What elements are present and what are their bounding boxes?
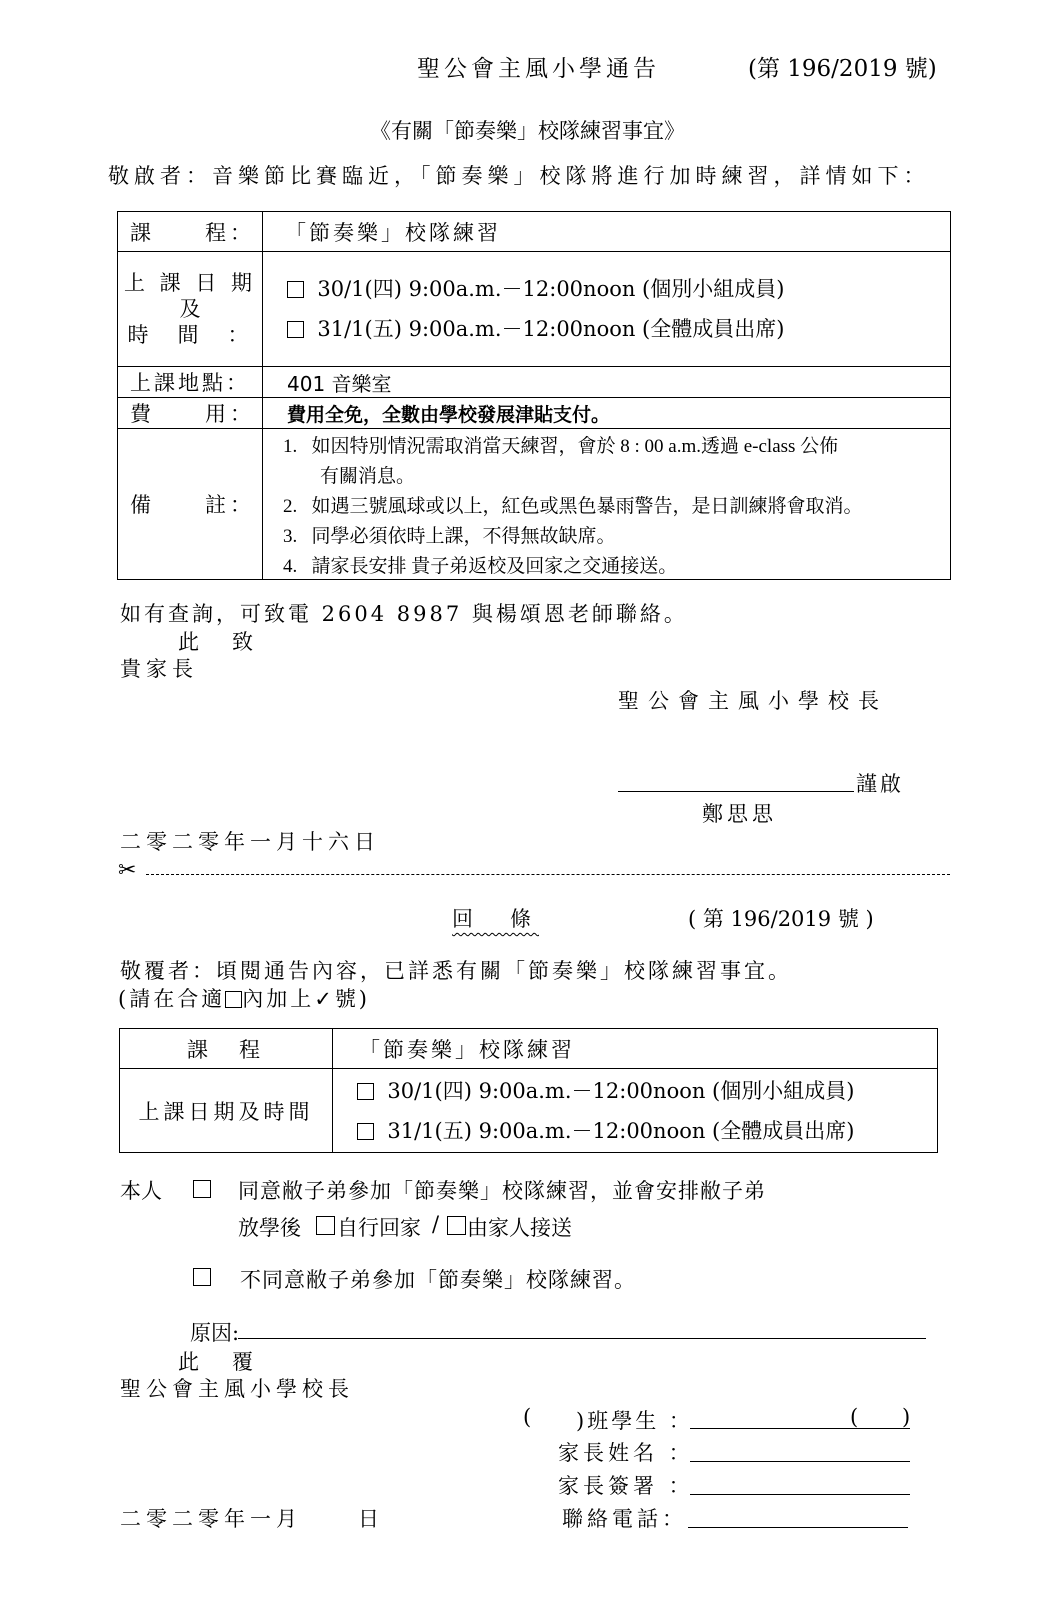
reply-date-option-1[interactable]: [357, 1071, 937, 1111]
remark-2: 2. 如遇三號風球或以上，紅色或黑色暴雨警告，是日訓練將會取消。: [283, 496, 863, 517]
reply-title: 回 條: [452, 907, 539, 931]
venue-label: 上課地點：: [130, 371, 250, 395]
reply-date-option-2[interactable]: [357, 1111, 937, 1151]
notice-intro: 敬啟者：音樂節比賽臨近，「節奏樂」校隊將進行加時練習，詳情如下：: [108, 164, 930, 188]
notice-subject: 《有關「節奏樂」校隊練習事宜》: [370, 119, 685, 143]
signoff: 謹啟: [856, 772, 904, 796]
reply-addressee: 聖公會主風小學校長: [120, 1377, 354, 1401]
reason-label: 原因:: [190, 1321, 240, 1345]
notice-date: 二零二零年一月十六日: [120, 830, 380, 854]
agree-text: 同意敝子弟參加「節奏樂」校隊練習，並會安排敝子弟: [238, 1179, 766, 1203]
principal-name: 鄭思思: [702, 802, 777, 826]
remark-1-cont: 有關消息。: [320, 466, 416, 487]
go-home-self-checkbox[interactable]: [316, 1216, 335, 1235]
disagree-text: 不同意敝子弟參加「節奏樂」校隊練習。: [240, 1268, 636, 1292]
date-label-line2: 及: [179, 297, 201, 321]
picked-up-checkbox[interactable]: [447, 1216, 466, 1235]
disagree-checkbox[interactable]: [193, 1268, 211, 1286]
checkbox[interactable]: [287, 321, 304, 338]
class-label: )班學生 ：: [576, 1409, 693, 1433]
class-no-open: (: [850, 1405, 859, 1429]
date-option-1[interactable]: [287, 269, 950, 309]
reply-table: [119, 1028, 938, 1153]
tick-icon: ✓: [314, 987, 335, 1011]
date-option-text: 31/1(五) 9:00a.m.－12:00noon (全體成員出席): [317, 317, 785, 341]
reply-date-pre: 二零二零年一月: [120, 1507, 302, 1531]
picked-up-text: 由家人接送: [467, 1216, 572, 1240]
class-label-open: (: [523, 1405, 532, 1429]
details-table: [117, 211, 951, 580]
go-home-self-text: 自行回家: [337, 1216, 421, 1240]
after-school-label: 放學後: [238, 1216, 301, 1240]
class-no-close: ): [902, 1405, 911, 1429]
principal-title: 聖公會主風小學校長: [618, 689, 888, 713]
reply-course-value: 「節奏樂」校隊練習: [359, 1037, 575, 1062]
option-slash: /: [432, 1212, 440, 1236]
date-option-2[interactable]: [287, 309, 950, 349]
reply-instruction: (請在合適 內加上✓號): [118, 987, 371, 1011]
date-option-text: 31/1(五) 9:00a.m.－12:00noon (全體成員出席): [387, 1118, 855, 1143]
addressee: 貴家長: [120, 657, 198, 681]
self-label: 本人: [120, 1179, 162, 1203]
agree-checkbox[interactable]: [193, 1180, 211, 1198]
reply-date-post: 日: [358, 1507, 379, 1531]
reason-line[interactable]: [238, 1338, 926, 1339]
reply-date-label: 上課日期及時間: [138, 1099, 314, 1124]
checkbox[interactable]: [357, 1083, 374, 1100]
phone-label: 聯絡電話：: [562, 1507, 687, 1531]
venue-value: 401 音樂室: [287, 371, 392, 396]
parent-sign-line[interactable]: [690, 1494, 910, 1495]
cut-line: [146, 874, 950, 875]
date-option-text: 30/1(四) 9:00a.m.－12:00noon (個別小組成員): [387, 1078, 855, 1103]
reply-course-label: 課 程: [187, 1037, 265, 1062]
course-value: 「節奏樂」校隊練習: [285, 220, 501, 245]
enquiry-line: 如有查詢，可致電 2604 8987 與楊頌恩老師聯絡。: [120, 602, 688, 626]
reply-intro: 敬覆者：頃閱通告內容，已詳悉有關「節奏樂」校隊練習事宜。: [120, 959, 792, 983]
date-label-line1: 上 課 日 期: [123, 271, 257, 295]
remark-4: 4. 請家長安排 貴子弟返校及回家之交通接送。: [283, 556, 678, 577]
scissors-icon: ✂: [118, 858, 137, 883]
signature-line: [618, 791, 854, 792]
checkbox-sample: [225, 991, 242, 1008]
fee-label: 費 用：: [130, 402, 255, 426]
parent-name-label: 家長姓名 ：: [558, 1441, 694, 1465]
date-option-text: 30/1(四) 9:00a.m.－12:00noon (個別小組成員): [317, 277, 785, 301]
student-name-line[interactable]: [690, 1428, 910, 1429]
checkbox[interactable]: [287, 281, 304, 298]
parent-name-line[interactable]: [690, 1461, 910, 1462]
course-label: 課 程：: [130, 220, 255, 245]
reply-notice-number: ( 第 196/2019 號 ): [688, 907, 874, 931]
checkbox[interactable]: [357, 1123, 374, 1140]
date-label-line3: 時 間 ：: [127, 323, 253, 347]
remark-1: 1. 如因特別情況需取消當天練習，會於 8 : 00 a.m.透過 e-class 公佈: [283, 436, 839, 457]
phone-line[interactable]: [688, 1527, 908, 1528]
remarks-label: 備 註：: [130, 493, 255, 517]
page-title: 聖公會主風小學通告: [417, 56, 660, 82]
closing-to: 此 致: [178, 630, 259, 654]
parent-sign-label: 家長簽署 ：: [558, 1474, 694, 1498]
notice-number: (第 196/2019 號): [748, 56, 937, 82]
remark-3: 3. 同學必須依時上課，不得無故缺席。: [283, 526, 616, 547]
fee-value: 費用全免，全數由學校發展津貼支付。: [287, 403, 611, 426]
reply-closing: 此 覆: [178, 1350, 259, 1374]
